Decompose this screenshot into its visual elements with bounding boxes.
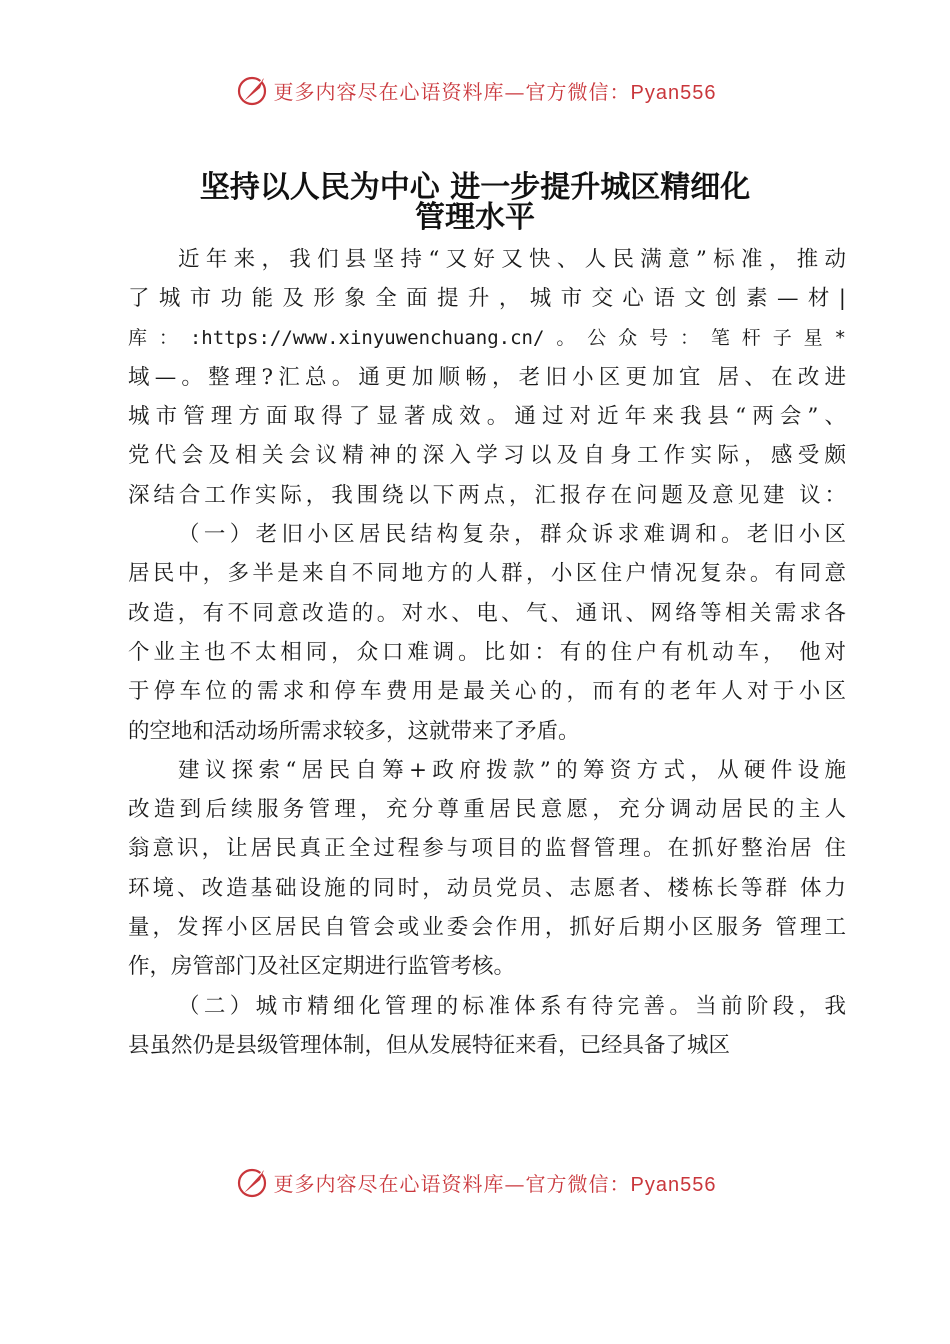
text-line: （二）城市精细化管理的标准体系有待完善。当前阶段，我: [178, 993, 846, 1019]
text-line: （一）老旧小区居民结构复杂，群众诉求难调和。老旧小区: [178, 522, 846, 548]
text-line: 党代会及相关会议精神的深入学习以及自身工作实际，感受颇: [128, 443, 846, 469]
text-line: 于停车位的需求和停车费用是最关心的，而有的老年人对于小区: [128, 679, 846, 705]
text-line: 个业主也不太相同，众口难调。比如：有的住户有机动车， 他对: [128, 639, 846, 665]
text-line: 城市管理方面取得了显著成效。通过对近年来我县“两会”、: [128, 404, 846, 430]
quill-logo-icon: [234, 72, 270, 108]
text-line: 居民中，多半是来自不同地方的人群，小区住户情况复杂。有同意: [128, 561, 846, 587]
banner-text: [274, 76, 717, 105]
wechat-id: Pyan556: [630, 1173, 717, 1196]
text-line: 的空地和活动场所需求较多，这就带来了矛盾。: [128, 718, 580, 744]
text-line: 近年来，我们县坚持“又好又快、人民满意”标准，推动: [178, 247, 846, 272]
footer-banner: [0, 1164, 950, 1204]
banner-label: 更多内容尽在心语资料库—官方微信：: [273, 79, 631, 104]
text-line: 改造到后续服务管理，充分尊重居民意愿，充分调动居民的主人: [128, 797, 846, 823]
text-line: 环境、改造基础设施的同时，动员党员、志愿者、楼栋长等群 体力: [128, 875, 846, 901]
text-line: 作，房管部门及社区定期进行监管考核。: [128, 954, 516, 980]
banner-text: [274, 1168, 717, 1197]
header-banner: [0, 72, 950, 112]
text-line: 改造，有不同意改造的。对水、电、气、通讯、网络等相关需求各: [128, 600, 846, 626]
document-body: [128, 240, 846, 1065]
text-line: 县虽然仍是县级管理体制，但从发展特征来看，已经具备了城区: [128, 1032, 731, 1058]
wechat-id: Pyan556: [630, 81, 717, 104]
quill-logo-icon: [234, 1164, 270, 1200]
text-line: 库：:https://www.xinyuwenchuang.cn/。公众号：笔杆子星*: [128, 326, 846, 349]
text-line: 域—。整理?汇总。通更加顺畅，老旧小区更加宜 居、在改进: [128, 364, 846, 390]
text-line: 量，发挥小区居民自管会或业委会作用，抓好后期小区服务 管理工: [128, 915, 846, 941]
page-title-line-1: 坚持以人民为中心 进一步提升城区精细化: [199, 170, 751, 205]
banner-label: 更多内容尽在心语资料库—官方微信：: [273, 1171, 631, 1196]
text-line: 深结合工作实际，我围绕以下两点，汇报存在问题及意见建 议：: [128, 482, 846, 508]
text-line: 建议探索“居民自筹+政府拨款”的筹资方式，从硬件设施: [178, 757, 846, 783]
text-line: 翁意识，让居民真正全过程参与项目的监督管理。在抓好整治居 住: [128, 836, 846, 862]
text-line: 了城市功能及形象全面提升，城市交心语文创素—材|: [128, 286, 846, 312]
page-title-line-2: 管理水平: [415, 200, 535, 235]
